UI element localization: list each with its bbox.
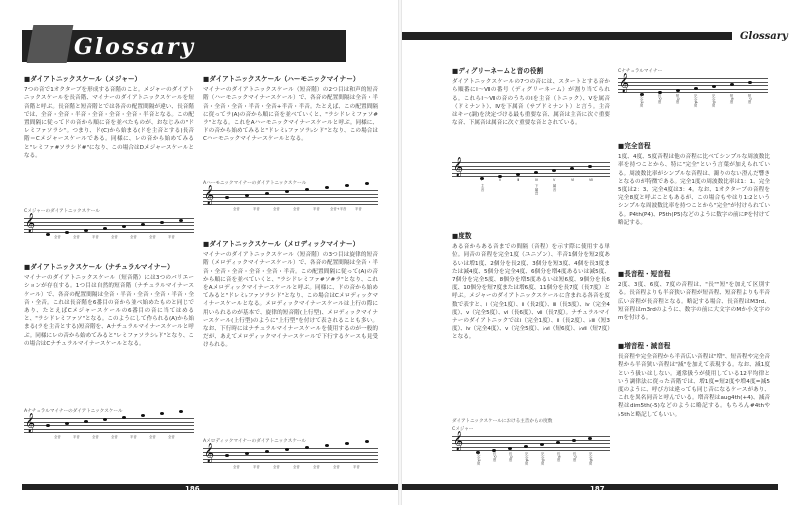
note [160, 221, 164, 224]
degree-name-body: ダイアトニックスケールの7つの音には、スタートとする音から順番にⅠ〜Ⅶの番号（ディグリーネーム）が割り当てられる。これらⅠ〜Ⅶの音のうちのⅠを主音（トニック）、Ⅴを属音（ドミナント）、Ⅳを下属音（サブドミナント）と言う。主音はキー(調)を決定づける最も重要な音、属音は主音に次ぐ重要な音、下属音は属音に次ぐ重要な音とされている。 [452, 79, 610, 127]
interval-labels [24, 234, 194, 240]
degree-label: 短3度 [676, 94, 680, 104]
interval-label: 全音 [313, 465, 320, 469]
note [122, 225, 126, 228]
roman-numeral: Ⅵ [571, 178, 575, 182]
major-scale-staff [24, 208, 194, 240]
aug-dim-interval-title: ■増音程・減音程 [618, 342, 671, 350]
roman-numeral: Ⅰ [481, 178, 482, 182]
staff-lines [203, 185, 378, 206]
perfect-interval-section [618, 142, 770, 227]
note [285, 448, 289, 451]
interval-body: ある音からある音までの間隔（音程）を示す際に使用する単位。同音の音程を完全1度（ユニゾン）、半音1個分を短2度あるいは増1度、2個分を長2度、3個分を短3度、4個を長3度または減4度、5個分を完全4度、6個分を増4度あるいは減5度、7個分を完全5度、8個分を増5度あるいは短6度、9個分を長6度、10個分を短7度または増6度、11個分を長7度（長7度）と呼ぶ。メジャーのダイアトニックスケールに含まれる各音を度数で表すと、ⅰ（完全1度）、ⅱ（長2度）、ⅲ（長3度）、ⅳ（完全4度）、ⅴ（完全5度）、ⅵ（長6度）、ⅶ（長7度）。ナチュラルマイナーのダイアトニックではⅰ（完全1度）、ⅱ（長2度）、♭ⅲ（短3度）、ⅳ（完全4度）、ⅴ（完全5度）、♭ⅵ（短6度）、♭ⅶ（短7度）となる。 [452, 244, 610, 341]
treble-clef-icon: 𝄞 [204, 443, 215, 463]
interval-label: 半音 [73, 435, 80, 439]
note [122, 416, 126, 419]
note [365, 182, 369, 185]
note [730, 83, 734, 86]
interval-label: 全音 [293, 465, 300, 469]
note [345, 184, 349, 187]
interval-label: 全音 [273, 465, 280, 469]
header-right-bar [402, 32, 732, 40]
interval-labels [203, 206, 378, 212]
degree-name-staff [452, 157, 610, 202]
melodic-minor-body: マイナーのダイアトニックスケール（短音階）の3つ目は旋律的短音階（メロディックマイナースケール）で、各音の配置間隔は全音・半音・全音・全音・全音・全音・半音。この配置間隔に従って(A)の音から順に音を並べていくと、"ラシドレミファ#ソ#ラ"となり、これをAメロディックマイナースケールと呼ぶ。同様に、ドの音から始めてみると"ドレミ♭ファソラシド"となり、この場合はCメロディックマイナースケールとなる。メロディックマイナースケールは上行の際に用いられるのが基本で、旋律的短音階(上行型)、メロディックマイナースケール(上行型)のように"上行型"を付けて表されることも多い。なお、下行時にはナチュラルマイナースケールを使用するのが一般的だが、あえてメロディックマイナースケールで下行するケースも見受けられる。 [203, 252, 378, 349]
note [524, 445, 528, 448]
perfect-interval-title: ■完全音程 [618, 142, 651, 150]
note [325, 444, 329, 447]
staff-lines [24, 213, 194, 234]
note [179, 219, 183, 222]
melodic-minor-title: ■ダイアトニックスケール（メロディックマイナー） [203, 240, 360, 248]
note [345, 442, 349, 445]
note [748, 81, 752, 84]
role-label: 下属音 [535, 184, 539, 195]
note [508, 447, 512, 450]
note [65, 422, 69, 425]
treble-clef-icon: 𝄞 [619, 73, 630, 93]
note [265, 450, 269, 453]
note [588, 165, 592, 168]
degree-label: 短7度 [748, 94, 752, 104]
note [570, 167, 574, 170]
note [225, 196, 229, 199]
degree-label: 完全1度 [477, 452, 481, 466]
major-minor-interval-body: 2度、3度、6度、7度の音程は、"長""短"を加えて区別する。長音程よりも半音狭い音程が短音程、短音程よりも半音広い音程が長音程となる。略記する場合、長音程はM3rd、短音程はm3rdのように、数字の前に大文字のMか小文字のmを付ける。 [618, 282, 770, 322]
interval-label: 全音 [149, 235, 156, 239]
interval-labels [203, 464, 378, 470]
page-number-left: 186 [185, 485, 200, 493]
harmonic-minor-title: ■ダイアトニックスケール（ハーモニックマイナー） [203, 75, 360, 83]
interval-label: 半音 [253, 207, 260, 211]
note [676, 89, 680, 92]
note [160, 412, 164, 415]
note [179, 410, 183, 413]
interval-label: 半音 [313, 207, 320, 211]
major-scale-section [24, 75, 194, 160]
note [46, 424, 50, 427]
note [103, 418, 107, 421]
natural-minor-degree-caption: Cナチュラルマイナー [618, 69, 663, 74]
note [365, 440, 369, 443]
note [141, 223, 145, 226]
degree-label: 完全4度 [694, 94, 698, 108]
degree-label: 長6度 [557, 452, 561, 462]
treble-clef-icon: 𝄞 [453, 157, 464, 177]
note [325, 186, 329, 189]
interval-label: 全音 [73, 235, 80, 239]
note [84, 229, 88, 232]
staff-lines [618, 73, 768, 94]
page-number-right: 187 [590, 485, 605, 493]
natural-minor-staff [24, 408, 194, 440]
natural-minor-title: ■ダイアトニックスケール（ナチュラルマイナー） [24, 263, 174, 271]
role-label: 属音 [553, 184, 557, 192]
interval-label: 半音 [353, 465, 360, 469]
note [305, 188, 309, 191]
degree-label: 完全1度 [640, 94, 644, 108]
staff-lines [452, 431, 610, 452]
degree-label: 長3度 [509, 452, 513, 462]
degree-label: 完全5度 [712, 94, 716, 108]
natural-minor-body: マイナーのダイアトニックスケール（短音階）には3つのバリエーションが存在する。1つ目は自然的短音階（ナチュラルマイナースケール）で、各音の配置間隔は全音・半音・全音・全音・半音・全音・全音。これは長音階を6番目の音から並べ始めたものと同じであり、たとえばCメジャースケールの6番目の音に当てはめると、"ラシドレミファソ"となる。このようにして作られる(A)から始まる(ラを主音とする)短音階を、Aナチュラルマイナースケールと呼ぶ。同様にレの音から始めてみると"レミファソラシ♭ド"となり、この場合はCナチュラルマイナースケールとなる。 [24, 275, 195, 347]
major-scale-body: 7つの音で1オクターブを形成する音階のこと。メジャーのダイアトニックスケールを長音階、マイナーのダイアトニックスケールを短音階と呼ぶ。長音階と短音階とでは各音の配置間隔が違い、長音階では、全音・全音・半音・全音・全音・全音・半音となる。この配置間隔に従ってドの音から順に音を並べたものが、おなじみの"ドレミファソラシ"。つまり、ド(C)から始まる(ドを主音とする)長音階＝Cメジャースケールである。同様に、レの音から始めてみると"レミファ#ソラシド#"になり、この場合はDメジャースケールとなる。 [24, 87, 194, 159]
roman-numeral: Ⅶ [589, 178, 593, 182]
natural-staff-caption: Aナチュラルマイナーのダイアトニックスケール [24, 409, 123, 414]
header-right-title: Glossary [740, 31, 788, 42]
note [552, 169, 556, 172]
major-staff-caption: Cメジャーのダイアトニックスケール [24, 209, 100, 214]
interval-label: 半音 [355, 207, 362, 211]
degree-name-title: ■ディグリーネームと音の役割 [452, 67, 544, 75]
staff-lines [203, 443, 378, 464]
treble-clef-icon: 𝄞 [25, 413, 36, 433]
footer-bar-left [22, 484, 398, 490]
interval-label: 全音 [54, 235, 61, 239]
degree-label: 短6度 [730, 94, 734, 104]
interval-label: 全音 [233, 207, 240, 211]
note [245, 452, 249, 455]
note [305, 446, 309, 449]
major-scale-title: ■ダイアトニックスケール（メジャー） [24, 75, 142, 83]
degree-label: 完全4度 [525, 452, 529, 466]
interval-degree-labels [452, 452, 610, 470]
interval-label: 全音+半音 [330, 207, 347, 211]
interval-staff-caption: ダイアトニックスケールにおける主音からの度数 [452, 419, 553, 424]
note [103, 227, 107, 230]
note [588, 437, 592, 440]
interval-label: 全音 [54, 435, 61, 439]
note [225, 454, 229, 457]
interval-staff-sub: Cメジャー [452, 427, 474, 432]
roman-numeral: Ⅲ [517, 178, 520, 182]
note [556, 441, 560, 444]
interval-label: 半音 [92, 235, 99, 239]
note [534, 171, 538, 174]
note [285, 190, 289, 193]
note [712, 85, 716, 88]
note [572, 439, 576, 442]
interval-label: 全音 [149, 435, 156, 439]
major-minor-interval-title: ■長音程・短音程 [618, 270, 671, 278]
interval-label: 全音 [111, 435, 118, 439]
degree-label: 長7度 [573, 452, 577, 462]
harmonic-minor-staff [203, 180, 378, 212]
roman-numeral: Ⅱ [499, 178, 501, 182]
role-label: 主音 [481, 184, 485, 192]
note [516, 173, 520, 176]
note [84, 420, 88, 423]
degree-label: 完全8度 [589, 452, 593, 466]
roman-numeral: Ⅴ [553, 178, 556, 182]
interval-label: 全音 [333, 465, 340, 469]
note [245, 194, 249, 197]
natural-minor-degree-labels [618, 94, 768, 112]
page-gutter [398, 0, 402, 505]
staff-lines [452, 157, 610, 178]
melodic-staff-caption: Aメロディックマイナーのダイアトニックスケール [203, 439, 307, 444]
interval-label: 全音 [168, 435, 175, 439]
interval-labels [24, 434, 194, 440]
interval-section [452, 232, 610, 342]
interval-label: 全音 [92, 435, 99, 439]
note [540, 443, 544, 446]
interval-label: 半音 [168, 235, 175, 239]
interval-label: 全音 [233, 465, 240, 469]
natural-minor-section [24, 263, 194, 348]
interval-title: ■度数 [452, 232, 472, 240]
roman-numeral: Ⅳ [535, 178, 539, 182]
aug-dim-interval-section [618, 342, 770, 419]
treble-clef-icon: 𝄞 [25, 213, 36, 233]
interval-label: 全音 [293, 207, 300, 211]
treble-clef-icon: 𝄞 [453, 431, 464, 451]
interval-label: 全音 [273, 207, 280, 211]
natural-minor-degree-staff [618, 68, 768, 112]
degree-name-section [452, 67, 610, 127]
harmonic-minor-body: マイナーのダイアトニックスケール（短音階）の2つ目は和声的短音階（ハーモニックマイナースケール）で、各音の配置間隔は全音・半音・全音・全音・半音・全音+半音・半音。たとえば、この配置間隔に従ってラ(A)の音から順に音を並べていくと、"ラシドレミファソ#ラ"となる。これをAハーモニックマイナースケールと呼ぶ。同様に、ドの音から始めてみると"ドレミ♭ファソラ♭シド"となり、この場合はCハーモニックマイナースケールとなる。 [203, 87, 378, 143]
degree-label: 完全5度 [541, 452, 545, 466]
note [265, 192, 269, 195]
interval-label: 半音 [130, 435, 137, 439]
note [141, 414, 145, 417]
treble-clef-icon: 𝄞 [204, 185, 215, 205]
interval-label: 全音 [130, 235, 137, 239]
header-logo-block [27, 25, 74, 63]
major-minor-interval-section [618, 270, 770, 322]
note [694, 87, 698, 90]
harmonic-minor-section [203, 75, 378, 144]
interval-staff [452, 418, 610, 470]
interval-label: 半音 [253, 465, 260, 469]
degree-label: 長2度 [493, 452, 497, 462]
harmonic-staff-caption: Aハーモニックマイナーのダイアトニックスケール [203, 181, 307, 186]
tone-role-labels [452, 184, 610, 202]
melodic-minor-staff [203, 438, 378, 470]
melodic-minor-section [203, 240, 378, 350]
perfect-interval-body: 1度、4度、5度音程は他の音程に比べてシンプルな周波数比率を持つことから、特に"完全"という言葉が加えられている。周波数比率がシンプルな音程は、濁りのない澄んだ響きとなるのが特徴である。完全1度の周波数比率は1：1、完全5度は2：3、完全4度は3：4。なお、1オクターブの音程を完全8度と呼ぶこともあるが、この場合もやはり1:2というシンプルな周波数比率を持つことから"完全"が付けられている。P4th(P4)、P5th(P5)などのように数字の前にPを付けて略記する。 [618, 154, 770, 226]
aug-dim-interval-body: 長音程や完全音程から半音広い音程は"増"、短音程や完全音程から半音狭い音程は"減"を加えて表現する。なお、減1度という扱いはしない。通常扱うが使用している12平均律という調律法に従った音階では、増1度=短2度や増4度=減5度のように、呼び方は違っても同じ音になるケースがあり、これを異名同音と呼んでいる。増音程はaug4th(+4)、減音程はdim5th(-5)などのように略記する。もちろん#4thや♭5thと略記してもいい。 [618, 354, 770, 418]
staff-lines [24, 413, 194, 434]
degree-label: 長2度 [658, 94, 662, 104]
header-title: Glossary [74, 34, 196, 60]
interval-label: 全音 [111, 235, 118, 239]
